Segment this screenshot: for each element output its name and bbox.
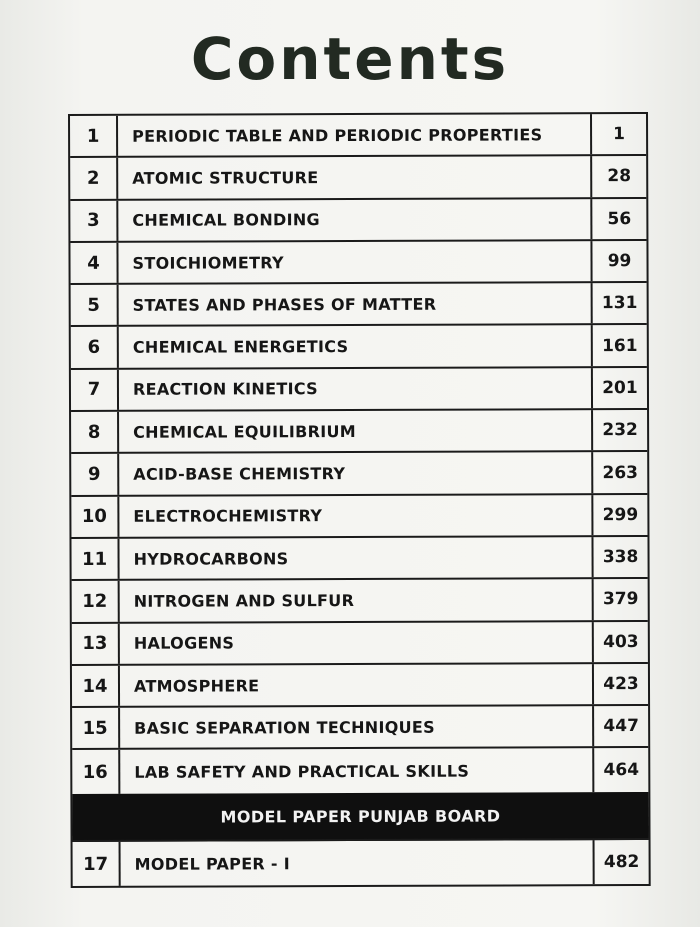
chapter-number: 11 [71, 539, 119, 579]
page-number: 161 [591, 325, 647, 365]
table-row [71, 537, 647, 581]
table-row [72, 664, 648, 708]
chapter-title: CHEMICAL BONDING [132, 210, 320, 231]
chapter-title: PERIODIC TABLE AND PERIODIC PROPERTIES [132, 124, 543, 146]
chapter-number: 13 [72, 623, 120, 663]
table-row [73, 840, 649, 886]
chapter-number: 7 [71, 370, 119, 410]
chapter-title: HALOGENS [133, 633, 235, 653]
chapter-title: NITROGEN AND SULFUR [133, 590, 355, 611]
page-number: 403 [592, 622, 648, 662]
table-row [71, 325, 647, 369]
chapter-title: ACID-BASE CHEMISTRY [133, 464, 346, 484]
chapter-title: LAB SAFETY AND PRACTICAL SKILLS [134, 761, 470, 782]
chapter-number: 1 [70, 116, 118, 156]
page-number: 201 [591, 368, 647, 408]
contents-table [68, 112, 651, 888]
chapter-number: 12 [72, 581, 120, 621]
page-number: 423 [592, 664, 648, 704]
chapter-title: CHEMICAL EQUILIBRIUM [133, 421, 356, 442]
page-number: 447 [592, 706, 648, 746]
section-header-model-paper: MODEL PAPER PUNJAB BOARD [72, 792, 648, 842]
page-number: 232 [591, 410, 647, 450]
chapter-number: 3 [70, 200, 118, 240]
chapter-title: HYDROCARBONS [133, 548, 289, 569]
chapter-title: MODEL PAPER - I [134, 854, 291, 874]
chapter-number: 16 [72, 750, 120, 794]
table-row [72, 706, 648, 750]
page-number: 299 [591, 495, 647, 535]
chapter-number: 5 [71, 285, 119, 325]
chapter-number: 15 [72, 708, 120, 748]
chapter-title: CHEMICAL ENERGETICS [132, 337, 349, 357]
chapter-title: ELECTROCHEMISTRY [133, 506, 323, 527]
page-number: 379 [592, 579, 648, 619]
table-row [70, 199, 646, 243]
table-row [70, 114, 646, 158]
chapter-title: STATES AND PHASES OF MATTER [132, 294, 437, 315]
table-row [70, 241, 646, 285]
chapter-title: ATOMIC STRUCTURE [132, 168, 319, 188]
chapter-number: 4 [70, 243, 118, 283]
page-number: 28 [590, 156, 646, 196]
table-row [71, 452, 647, 496]
page-number: 482 [593, 840, 649, 884]
chapter-number: 17 [73, 842, 121, 886]
chapter-number: 10 [71, 496, 119, 536]
table-row [72, 579, 648, 623]
page-number: 338 [591, 537, 647, 577]
chapter-number: 6 [71, 327, 119, 367]
page-number: 464 [592, 748, 648, 792]
page-number: 263 [591, 452, 647, 492]
chapter-number: 14 [72, 666, 120, 706]
chapter-title: ATMOSPHERE [133, 675, 260, 696]
table-row [72, 748, 648, 794]
chapter-number: 9 [71, 454, 119, 494]
page-number: 1 [590, 114, 646, 154]
table-row [71, 283, 647, 327]
table-row [71, 368, 647, 412]
chapter-title: BASIC SEPARATION TECHNIQUES [134, 717, 436, 738]
chapter-number: 8 [71, 412, 119, 452]
page-number: 99 [590, 241, 646, 281]
chapter-title: STOICHIOMETRY [132, 252, 284, 273]
page-title: Contents [190, 25, 510, 93]
table-row [72, 622, 648, 666]
chapter-list [70, 114, 648, 794]
chapter-title: REACTION KINETICS [132, 379, 319, 400]
model-paper-list [73, 840, 649, 886]
table-row [70, 156, 646, 200]
page-number: 131 [591, 283, 647, 323]
table-row [71, 410, 647, 454]
chapter-number: 2 [70, 158, 118, 198]
table-row [71, 495, 647, 539]
page-number: 56 [590, 199, 646, 239]
